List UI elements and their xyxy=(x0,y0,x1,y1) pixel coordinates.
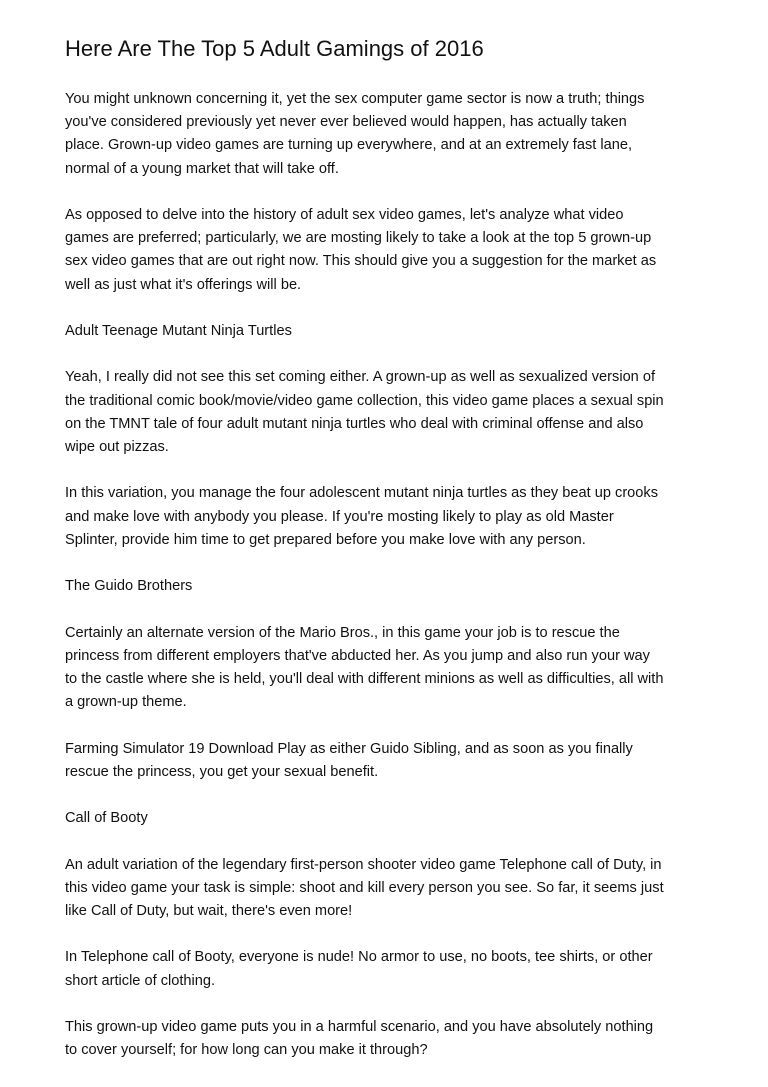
paragraph-line: As opposed to delve into the history of adult sex video games, let's analyze what video xyxy=(65,207,624,223)
paragraph-line: You might unknown concerning it, yet the sex computer game sector is now a truth; things xyxy=(65,91,645,107)
paragraph xyxy=(65,575,715,598)
paragraph xyxy=(65,366,715,459)
paragraph-line: In Telephone call of Booty, everyone is nude! No armor to use, no boots, tee shirts, or other xyxy=(65,949,653,966)
paragraph xyxy=(65,204,715,297)
paragraph-line: This grown-up video game puts you in a harmful scenario, and you have absolutely nothing xyxy=(65,1018,654,1035)
document-title: Here Are The Top 5 Adult Gamings of 2016 xyxy=(65,36,484,61)
paragraph-line: to cover yourself; for how long can you make it through? xyxy=(65,1042,428,1059)
paragraph-line: An adult variation of the legendary first-person shooter video game Telephone call of Duty, in xyxy=(65,856,662,873)
paragraph-line: Splinter, provide him time to get prepared before you make love with any person. xyxy=(65,531,586,548)
paragraph-line: Adult Teenage Mutant Ninja Turtles xyxy=(65,323,292,339)
paragraph-line: like Call of Duty, but wait, there's even more! xyxy=(65,902,353,919)
paragraph xyxy=(65,482,715,552)
paragraph xyxy=(65,622,715,715)
paragraph-line: well as just what it's offerings will be. xyxy=(65,276,302,293)
paragraph-line: Certainly an alternate version of the Mario Bros., in this game your job is to rescue the xyxy=(65,624,620,641)
paragraph-line: princess from different employers that've abducted her. As you jump and also run your way xyxy=(65,647,650,664)
paragraph xyxy=(65,807,715,830)
paragraph-line: wipe out pizzas. xyxy=(65,439,169,455)
paragraph-line: to the castle where she is held, you'll deal with different minions as well as difficulties, all with xyxy=(65,670,664,687)
paragraph-line: Call of Booty xyxy=(65,810,148,827)
document-body xyxy=(65,88,715,1062)
paragraph-line: In this variation, you manage the four adolescent mutant ninja turtles as they beat up crooks xyxy=(65,485,659,502)
paragraph-line: the traditional comic book/movie/video game collection, this video game places a sexual spin xyxy=(65,392,664,409)
paragraph-line: The Guido Brothers xyxy=(65,578,193,595)
paragraph xyxy=(65,1016,715,1062)
paragraph-line: place. Grown-up video games are turning up everywhere, and at an extremely fast lane, xyxy=(65,137,633,154)
paragraph-line: rescue the princess, you get your sexual benefit. xyxy=(65,763,379,780)
paragraph-line: short article of clothing. xyxy=(65,972,216,989)
paragraph xyxy=(65,320,715,343)
document-page xyxy=(65,34,715,1086)
paragraph-line: a grown-up theme. xyxy=(65,694,187,711)
paragraph-line: this video game your task is simple: shoot and kill every person you see. So far, it seems just xyxy=(65,879,664,896)
paragraph-line: on the TMNT tale of four adult mutant ninja turtles who deal with criminal offense and also xyxy=(65,415,644,432)
paragraph-line: sex video games that are out right now. This should give you a suggestion for the market as xyxy=(65,253,657,270)
paragraph-line: Yeah, I really did not see this set coming either. A grown-up as well as sexualized version of xyxy=(65,369,656,386)
paragraph xyxy=(65,946,715,992)
paragraph-line: and make love with anybody you please. If you're mosting likely to play as old Master xyxy=(65,508,614,525)
paragraph xyxy=(65,738,715,784)
paragraph xyxy=(65,88,715,181)
paragraph-line: games are preferred; particularly, we are mosting likely to take a look at the top 5 grown-up xyxy=(65,230,652,247)
paragraph xyxy=(65,854,715,924)
paragraph-line: normal of a young market that will take off. xyxy=(65,160,339,177)
paragraph-line: you've considered previously yet never ever believed would happen, has actually taken xyxy=(65,114,627,131)
paragraph-line: Farming Simulator 19 Download Play as either Guido Sibling, and as soon as you finally xyxy=(65,740,633,757)
